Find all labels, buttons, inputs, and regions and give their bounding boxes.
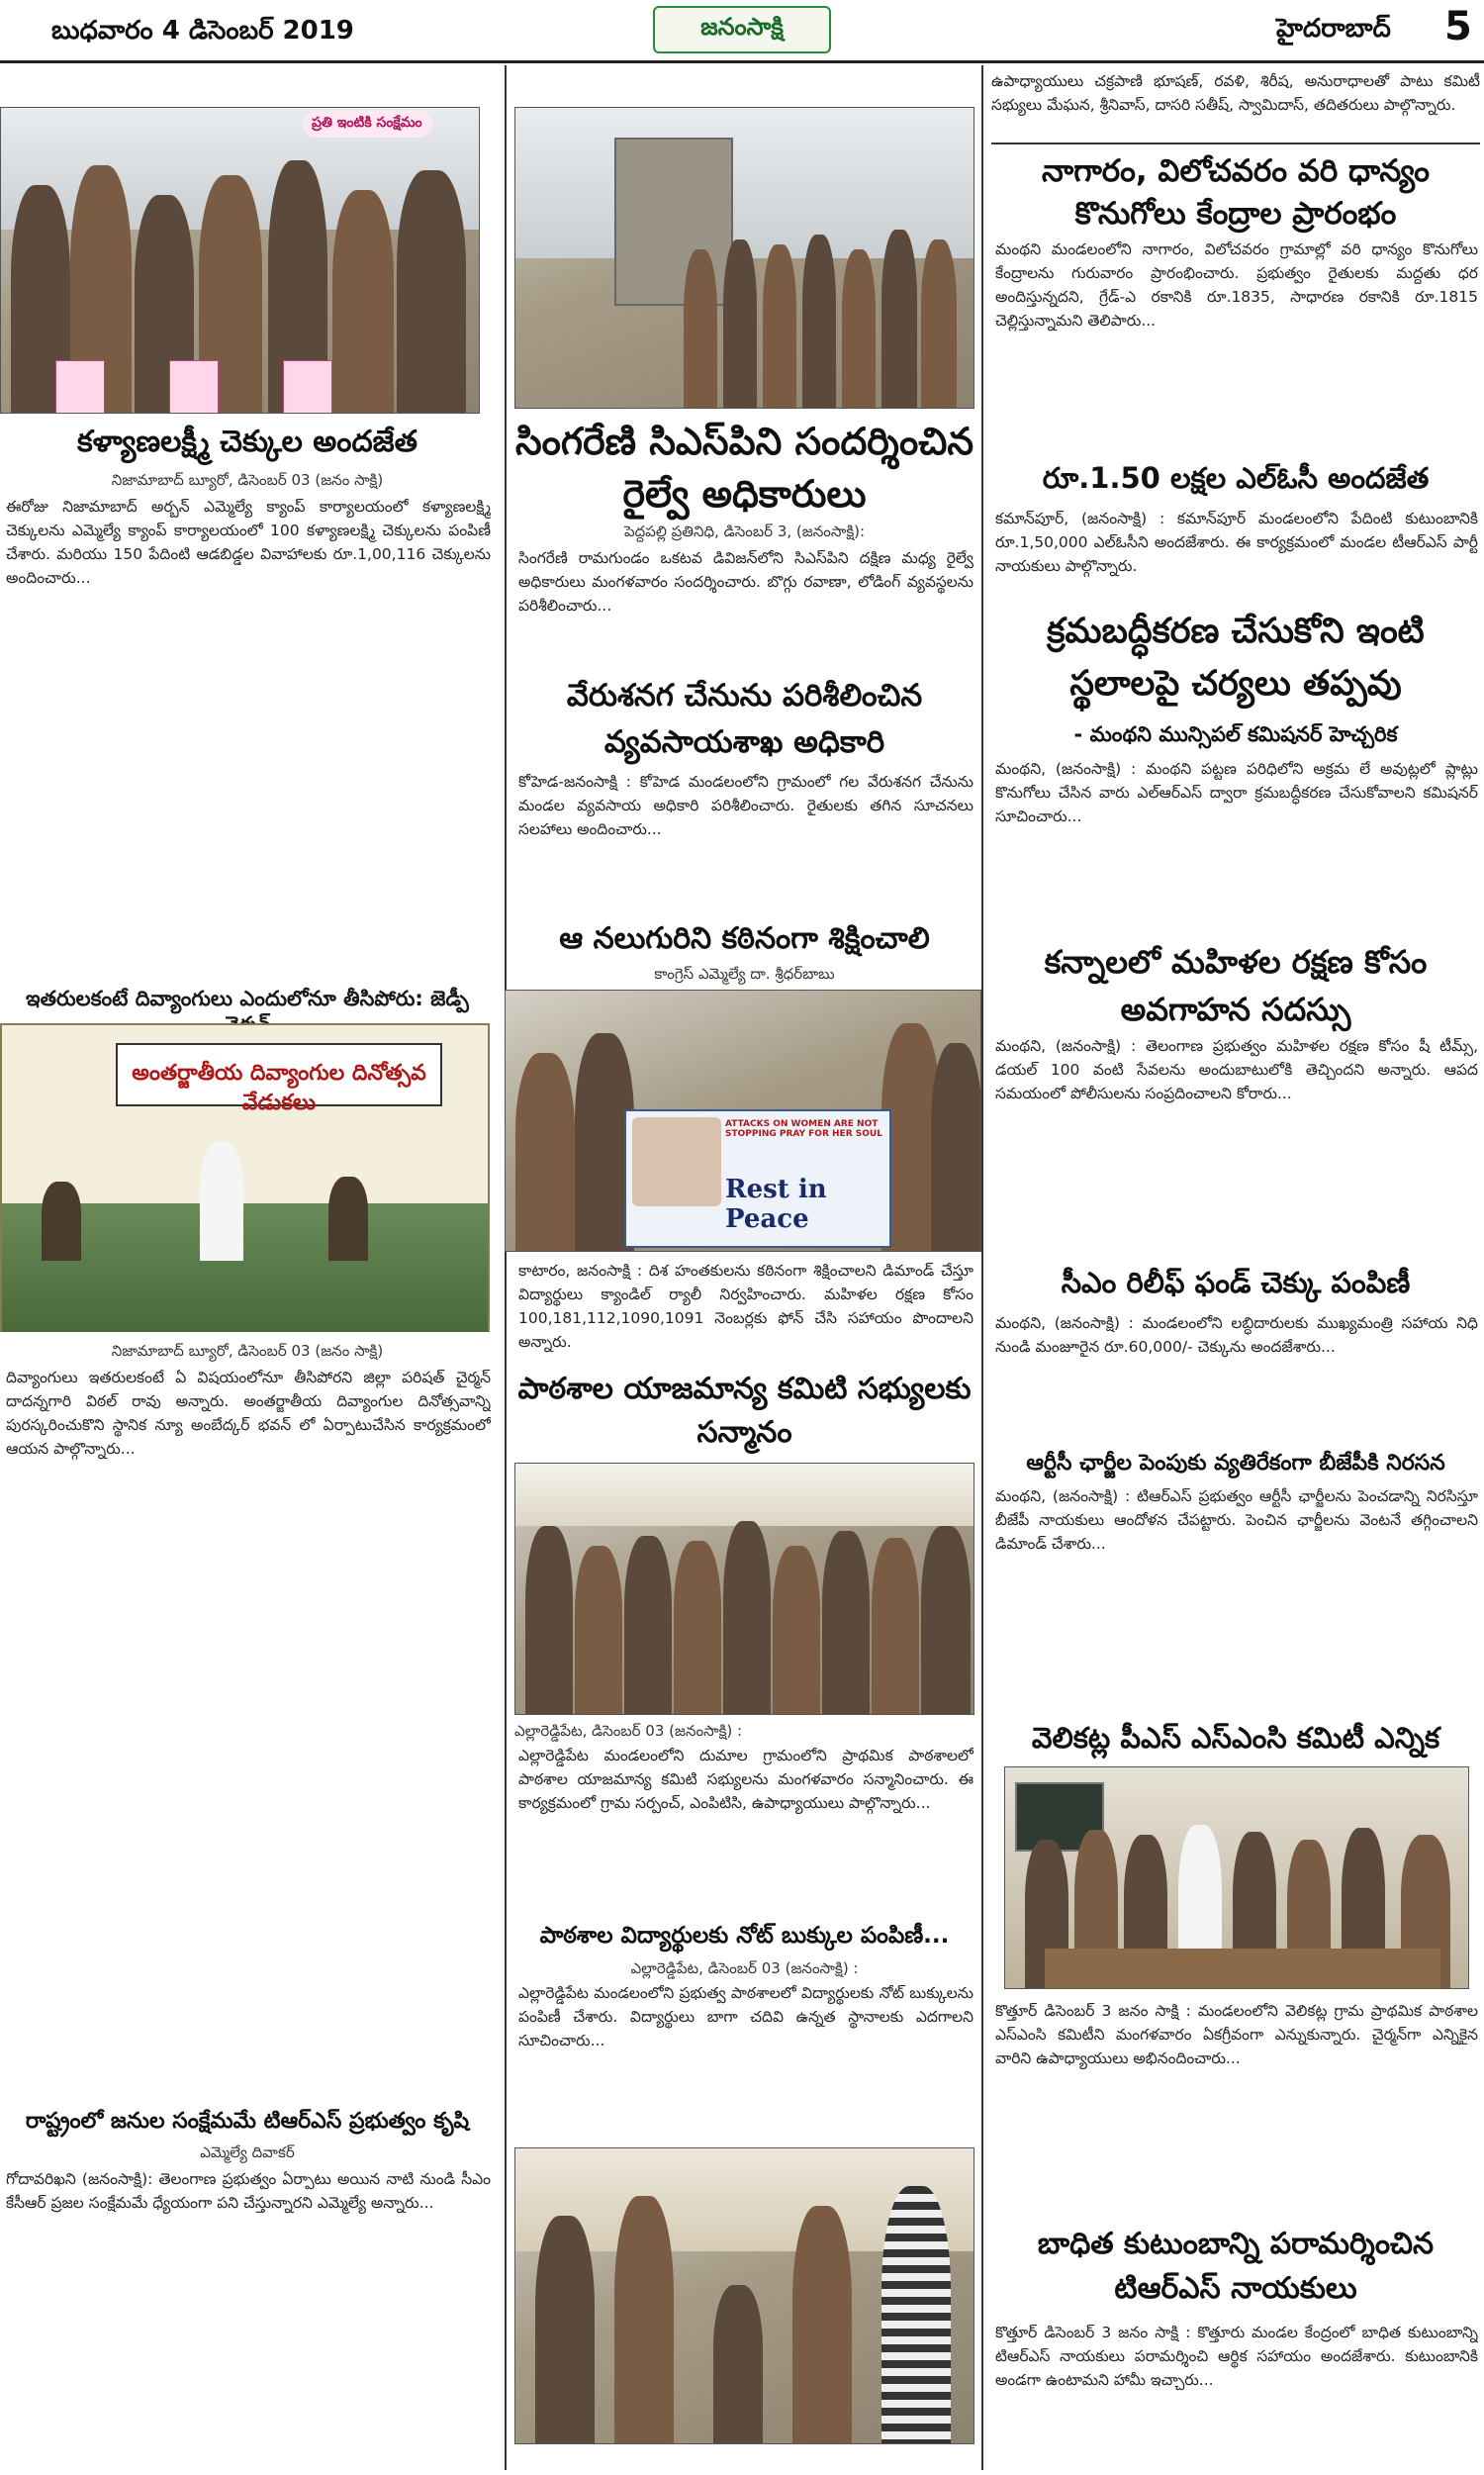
article-body: కాటారం, జనంసాక్షి : దిశ హంతకులను కఠినంగా శిక్షించాలని డిమాండ్ చేస్తూ విద్యార్థులు క్యాండిల్ ర్యాలీ నిర్వహించారు. మహిళల రక్షణ కోసం 100,181,112,1090,1091 నెంబర్లకు ఫోన్ చేసి సహాయం పొందాలని అన్నారు. bbox=[518, 1262, 974, 1352]
article-body: ఉపాధ్యాయులు చక్రపాణి భూషణ్, రవళి, శిరీష, అనురాధాలతో పాటు కమిటీ సభ్యులు మేఘన, శ్రీనివాస్, దాసరి సతీష్, స్వామిదాస్, తదితరులు పాల్గొన్నారు. bbox=[991, 72, 1480, 115]
event-photo bbox=[0, 1023, 490, 1332]
smc-felicitation-photo bbox=[514, 1463, 974, 1715]
byline: కాంగ్రెస్ ఎమ్మెల్యే దా. శ్రీధర్‌బాబు bbox=[654, 965, 835, 983]
headline: వెలికట్ల పీఎస్ ఎస్ఎంసి కమిటీ ఎన్నిక bbox=[1031, 1721, 1440, 1755]
headline: రాష్ట్రంలో జనుల సంక్షేమమే టిఆర్ఎస్ ప్రభుత్వం కృషి bbox=[25, 2109, 470, 2134]
headline: సీఎం రిలీఫ్ ఫండ్ చెక్కు పంపిణీ bbox=[1061, 1266, 1411, 1299]
headline: వేరుశనగ చేనును పరిశీలించిన వ్యవసాయశాఖ అధికారి bbox=[566, 678, 923, 760]
notebook-distribution-photo bbox=[514, 2147, 974, 2444]
dateline: పెద్దపల్లి ప్రతినిధి, డిసెంబర్ 3, (జనంసాక్షి): bbox=[623, 523, 866, 540]
cheque-poster bbox=[169, 360, 219, 414]
column-divider bbox=[505, 65, 507, 2470]
headline: ఆ నలుగురిని కఠినంగా శిక్షించాలి bbox=[559, 921, 930, 956]
headline: బాధిత కుటుంబాన్ని పరామర్శించిన టిఆర్ఎస్ నాయకులు bbox=[1037, 2227, 1435, 2306]
headline: క్రమబద్ధీకరణ చేసుకోని ఇంటి స్థలాలపై చర్యలు తప్పవు bbox=[1047, 612, 1425, 704]
banner-title: Rest in Peace bbox=[725, 1175, 827, 1234]
photo-tagline: ప్రతి ఇంటికి సంక్షేమం bbox=[302, 111, 432, 138]
headline: నాగారం, విలోచవరం వరి ధాన్యం కొనుగోలు కేంద్రాల ప్రారంభం bbox=[1042, 153, 1430, 233]
article-body: మంథని, (జనంసాక్షి) : మంథని పట్టణ పరిధిలోని అక్రమ లే అవుట్లలో ప్లాట్లు కొనుగోలు చేసిన వారు ఎల్ఆర్ఎస్ ద్వారా క్రమబద్ధీకరణ చేసుకోవాలని కమిషనర్ సూచించారు... bbox=[995, 760, 1478, 826]
headline: ఆర్టీసీ ఛార్జీల పెంపుకు వ్యతిరేకంగా బీజేపీకి నిరసన bbox=[1026, 1451, 1445, 1475]
divider bbox=[991, 143, 1480, 144]
cheque-poster bbox=[283, 360, 332, 414]
article-body: సింగరేణి రామగుండం ఒకటవ డివిజన్‌లోని సిఎస్‌పిని దక్షిణ మధ్య రైల్వే అధికారులు మంగళవారం సందర్శించారు. బొగ్గు రవాణా, లోడింగ్ వ్యవస్థలను పరిశీలించారు... bbox=[518, 549, 974, 616]
headline: పాఠశాల యాజమాన్య కమిటి సభ్యులకు సన్మానం bbox=[517, 1372, 972, 1450]
headline: కళ్యాణలక్ష్మీ చెక్కుల అందజేత bbox=[77, 425, 417, 459]
dateline: ఎల్లారెడ్డిపేట, డిసెంబర్ 03 (జనంసాక్షి) : bbox=[630, 1959, 859, 1977]
newspaper-logo: జనంసాక్షి bbox=[653, 6, 831, 53]
event-banner: అంతర్జాతీయ దివ్యాంగుల దినోత్సవ వేడుకలు bbox=[116, 1043, 442, 1106]
article-body: కోహెడ-జనంసాక్షి : కోహెడ మండలంలోని గ్రామంలో గల వేరుశనగ చేనును మండల వ్యవసాయ అధికారి పరిశీలించారు. రైతులకు తగిన సూచనలు సలహాలు అందించారు... bbox=[518, 773, 974, 839]
article-body: దివ్యాంగులు ఇతరులకంటే ఏ విషయంలోనూ తీసిపోరని జిల్లా పరిషత్ చైర్మన్ దాదన్నగారి విఠల్ రావు అన్నారు. అంతర్జాతీయ దివ్యాంగుల దినోత్సవాన్ని పురస్కరించుకొని స్థానిక న్యూ అంబేద్కర్ భవన్ లో ఏర్పాటుచేసిన కార్యక్రమంలో ఆయన పాల్గొన్నారు... bbox=[6, 1369, 491, 1459]
page-number: 5 bbox=[1444, 4, 1472, 49]
byline: ఎమ్మెల్యే దివాకర్ bbox=[200, 2143, 295, 2161]
article-body: గోదావరిఖని (జనంసాక్షి): తెలంగాణ ప్రభుత్వం ఏర్పాటు అయిన నాటి నుండి సీఎం కేసీఆర్ ప్రజల సంక్షేమమే ధ్యేయంగా పని చేస్తున్నారని ఎమ్మెల్యే అన్నారు... bbox=[6, 2170, 491, 2213]
article-body: కమాన్‌పూర్, (జనంసాక్షి) : కమాన్‌పూర్ మండలంలోని పేదింటి కుటుంబానికి రూ.1,50,000 ఎల్ఓసీని అందజేశారు. ఈ కార్యక్రమంలో మండల టీఆర్ఎస్ పార్టీ నాయకులు పాల్గొన్నారు. bbox=[995, 510, 1478, 576]
kalyana-lakshmi-photo bbox=[0, 107, 480, 414]
headline: రూ.1.50 లక్షల ఎల్ఓసీ అందజేత bbox=[1042, 461, 1430, 495]
subheadline: - మంథని మున్సిపల్ కమిషనర్ హెచ్చరిక bbox=[1073, 722, 1398, 746]
protest-banner bbox=[624, 1109, 891, 1248]
masthead bbox=[0, 0, 1484, 63]
cheque-poster bbox=[55, 360, 105, 414]
dateline: ఎల్లారెడ్డిపేట, డిసెంబర్ 03 (జనంసాక్షి) : bbox=[514, 1722, 743, 1740]
headline: కన్నాలలో మహిళల రక్షణ కోసం అవగాహన సదస్సు bbox=[1044, 943, 1428, 1028]
banner-subtext: ATTACKS ON WOMEN ARE NOT STOPPING PRAY FOR HER SOUL bbox=[725, 1119, 882, 1139]
headline: సింగరేణి సిఎస్‌పిని సందర్శించిన రైల్వే అధికారులు bbox=[514, 420, 974, 517]
edition-city: హైదరాబాద్ bbox=[1276, 14, 1391, 44]
headline: పాఠశాల విద్యార్థులకు నోట్ బుక్కుల పంపిణీ... bbox=[539, 1923, 950, 1949]
article-body: ఈరోజు నిజామాబాద్ అర్బన్ ఎమ్మెల్యే క్యాంప్ కార్యాలయంలో కళ్యాణలక్ష్మి చెక్కులను ఎమ్మెల్యే క్యాంప్ కార్యాలయంలో 100 కళ్యాణలక్ష్మి చెక్కులను పంపిణీ చేశారు. మరియు 150 పేదింటి ఆడబిడ్డల వివాహాలకు రూ.1,00,116 చెక్కులను అందించారు... bbox=[6, 498, 491, 588]
victim-photo bbox=[632, 1117, 721, 1206]
article-body: మంథని, (జనంసాక్షి) : తెలంగాణ ప్రభుత్వం మహిళల రక్షణ కోసం షీ టీమ్స్, డయల్ 100 వంటి సేవలను అందుబాటులోకి తెచ్చిందని అన్నారు. ఆపద సమయంలో పోలీసులను సంప్రదించాలని కోరారు... bbox=[995, 1037, 1478, 1103]
article-body: ఎల్లారెడ్డిపేట మండలంలోని ప్రభుత్వ పాఠశాలలో విద్యార్థులకు నోట్ బుక్కులను పంపిణీ చేశారు. విద్యార్థులు బాగా చదివి ఉన్నత స్థానాలకు ఎదగాలని సూచించారు... bbox=[518, 1984, 974, 2050]
article-body: కొత్తూర్ డిసెంబర్ 3 జనం సాక్షి : కొత్తూరు మండల కేంద్రంలో బాధిత కుటుంబాన్ని టిఆర్ఎస్ నాయకులు పరామర్శించి ఆర్థిక సహాయం అందజేశారు. కుటుంబానికి అండగా ఉంటామని హామీ ఇచ్చారు... bbox=[995, 2324, 1478, 2390]
headline: ఇతరులకంటే దివ్యాంగులు ఎందులోనూ తీసిపోరు: జెడ్పీ bbox=[26, 987, 469, 1010]
dateline: నిజామాబాద్ బ్యూరో, డిసెంబర్ 03 (జనం సాక్షి) bbox=[111, 1342, 384, 1360]
article-body: మంథని మండలంలోని నాగారం, విలోచవరం గ్రామాల్లో వరి ధాన్యం కొనుగోలు కేంద్రాలను గురువారం ప్రారంభించారు. ప్రభుత్వం రైతులకు మద్దతు ధర అందిస్తున్నదని, గ్రేడ్-ఎ రకానికి రూ.1835, సాధారణ రకానికి రూ.1815 చెల్లిస్తున్నామని తెలిపారు... bbox=[995, 240, 1478, 331]
column-divider bbox=[981, 65, 983, 2470]
issue-date: బుధవారం 4 డిసెంబర్ 2019 bbox=[51, 16, 354, 46]
candle-rally-photo bbox=[505, 990, 981, 1252]
railway-visit-photo bbox=[514, 107, 974, 409]
article-body: ఎల్లారెడ్డిపేట మండలంలోని దుమాల గ్రామంలోని ప్రాథమిక పాఠశాలలో పాఠశాల యాజమాన్య కమిటి సభ్యులను మంగళవారం సన్మానించారు. ఈ కార్యక్రమంలో గ్రామ సర్పంచ్, ఎంపిటిసి, ఉపాధ్యాయులు పాల్గొన్నారు... bbox=[518, 1747, 974, 1813]
smc-election-photo bbox=[1004, 1766, 1469, 1989]
article-body: కొత్తూర్ డిసెంబర్ 3 జనం సాక్షి : మండలంలోని వెలికట్ల గ్రామ ప్రాథమిక పాఠశాల ఎస్ఎంసి కమిటీని మంగళవారం ఏకగ్రీవంగా ఎన్నుకున్నారు. చైర్మన్‌గా ఎన్నికైన వారిని ఉపాధ్యాయులు అభినందించారు... bbox=[995, 2002, 1478, 2068]
article-body: మంథని, (జనంసాక్షి) : టిఆర్ఎస్ ప్రభుత్వం ఆర్టీసీ ఛార్జీలను పెంచడాన్ని నిరసిస్తూ బీజేపీ నాయకులు ఆందోళన చేపట్టారు. పెంచిన ఛార్జీలను వెంటనే తగ్గించాలని డిమాండ్ చేశారు... bbox=[995, 1487, 1478, 1554]
dateline: నిజామాబాద్ బ్యూరో, డిసెంబర్ 03 (జనం సాక్షి) bbox=[111, 471, 384, 489]
bench bbox=[1045, 1949, 1440, 1988]
article-body: మంథని, (జనంసాక్షి) : మండలంలోని లబ్ధిదారులకు ముఖ్యమంత్రి సహాయ నిధి నుండి మంజూరైన రూ.60,000/- చెక్కును అందజేశారు... bbox=[995, 1314, 1478, 1357]
